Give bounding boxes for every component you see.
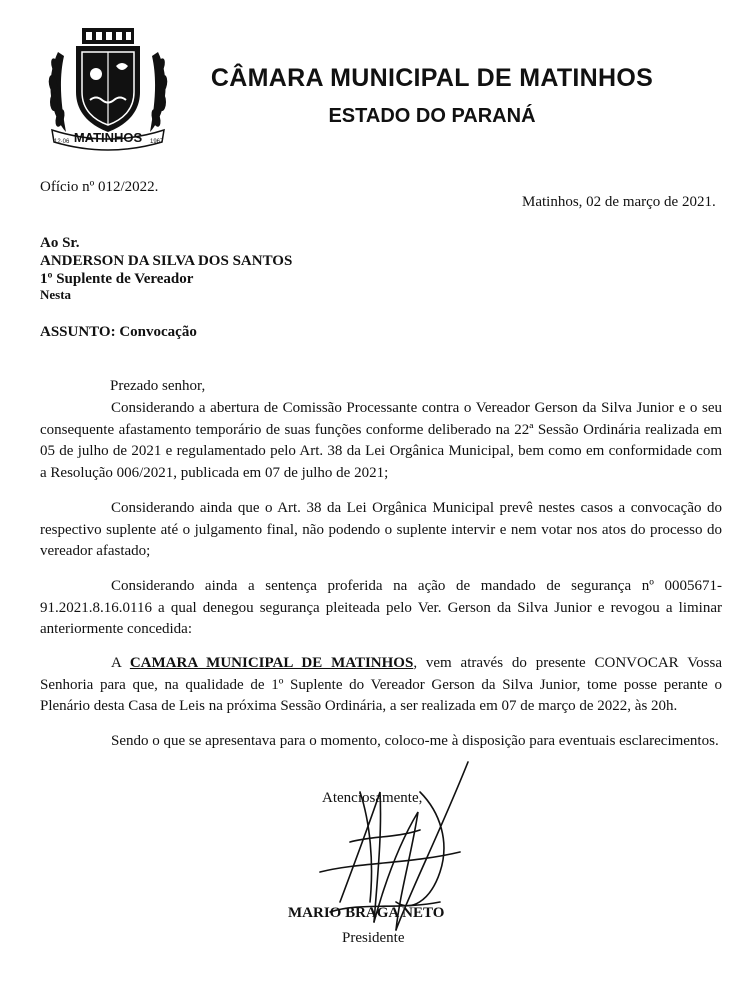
paragraph-4-prefix: A [111,655,130,671]
seal-year-left: 12·06 [54,139,70,145]
place-date: Matinhos, 02 de março de 2021. [522,194,716,210]
paragraph-4-text: , vem através do presente CONVOCAR Vossa Senhoria para que, na qualidade de 1º Suplente do Vereador Gerson da Silva Junior, tome posse perante o Plenário desta Casa de Leis na próxima Sessão Ordinária, a ser realizada em 07 de março de 2022, às 20h. [40,655,722,715]
recipient-name: ANDERSON DA SILVA DOS SANTOS [40,253,293,269]
paragraph-5-text: Sendo o que se apresentava para o momento, coloco-me à disposição para eventuais esclarecimentos. [111,733,719,749]
subject-line: ASSUNTO: Convocação [40,324,197,340]
institution-name: CAMARA MUNICIPAL DE MATINHOS [129,655,414,671]
paragraph-2 [40,498,722,563]
paragraph-1-text: Considerando a abertura de Comissão Processante contra o Vereador Gerson da Silva Junior e o seu consequente afastamento temporário de suas funções conforme deliberado na 22ª Sessão Ordinária realizada em 05 de julho de 2021 e regulamentado pelo Art. 38 da Lei Orgânica Municipal, bem como em conformidade com a Resolução 006/2021, publicada em 07 de julho de 2021; [40,400,722,481]
paragraph-1 [40,398,722,484]
recipient-location: Nesta [40,287,72,302]
seal-year-right: 1967 [150,139,164,145]
paragraph-4 [40,653,722,718]
signer-role: Presidente [342,930,405,946]
header-title: CÂMARA MUNICIPAL DE MATINHOS [210,64,654,92]
paragraph-3-text: Considerando ainda a sentença proferida na ação de mandado de segurança nº 0005671-91.2021.8.16.0116 a qual denegou segurança pleiteada pelo Ver. Gerson da Silva Junior e revogou a liminar anteriormente concedida: [40,578,722,638]
recipient-role: 1º Suplente de Vereador [40,271,194,287]
paragraph-5 [40,731,722,753]
header-subtitle: ESTADO DO PARANÁ [328,105,536,127]
paragraph-3 [40,576,722,641]
coat-of-arms-logo [38,22,178,154]
closing: Atenciosamente, [322,790,423,806]
paragraph-2-text: Considerando ainda que o Art. 38 da Lei Orgânica Municipal prevê nestes casos a convocação do respectivo suplente até o julgamento final, não podendo o suplente intervir e nem votar nos atos do processo do vereador afastado; [40,500,722,560]
recipient-salutation: Ao Sr. [40,235,80,251]
seal-name: MATINHOS [73,130,143,145]
greeting: Prezado senhor, [110,378,206,394]
office-number: Ofício nº 012/2022. [40,179,159,195]
signer-name: MARIO BRAGA NETO [288,905,445,921]
